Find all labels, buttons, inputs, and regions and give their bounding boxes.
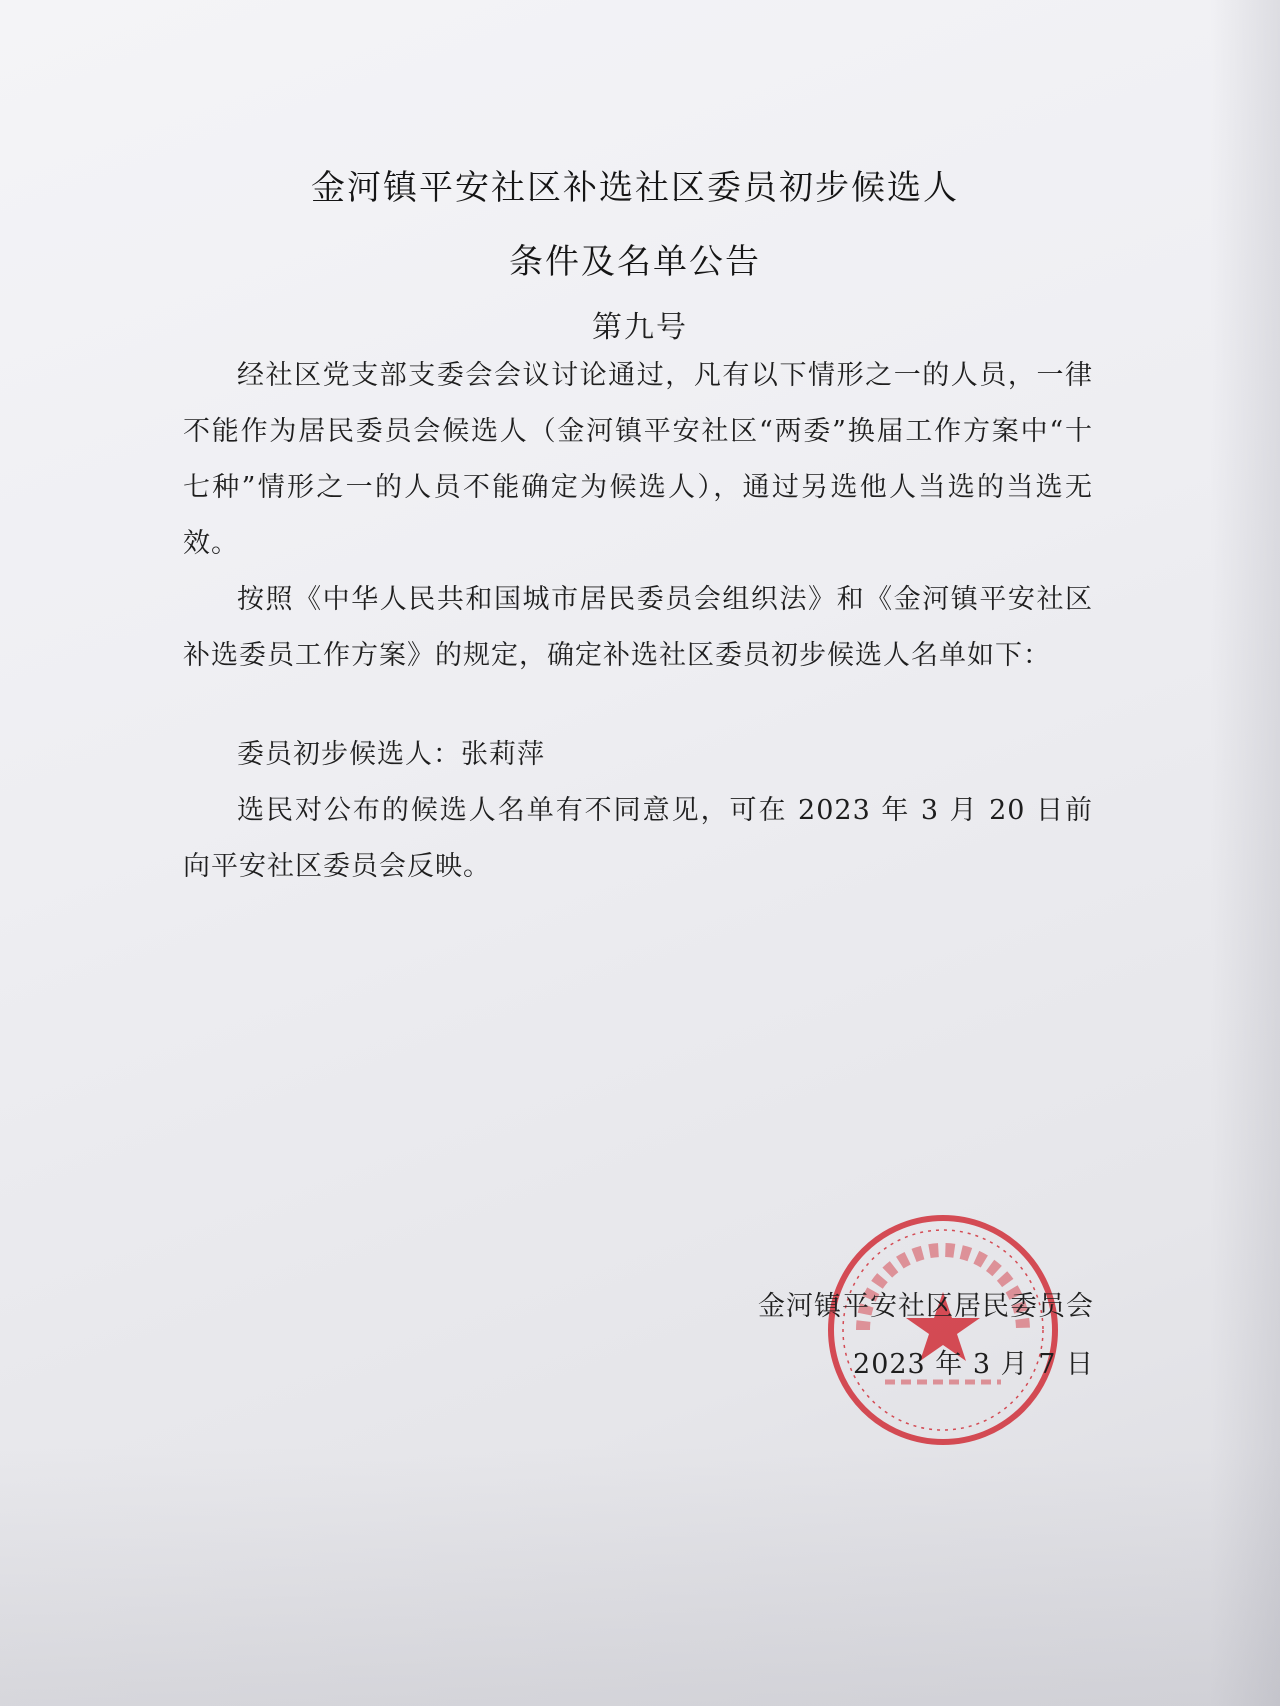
- issuer-name: 金河镇平安社区居民委员会: [758, 1291, 1094, 1322]
- paragraph-objection-text: 选民对公布的候选人名单有不同意见，可在 2023 年 3 月 20 日前向平安社区委员会反映。: [183, 795, 1093, 882]
- paragraph-objection: [183, 783, 1093, 895]
- issue-date: 2023 年 3 月 7 日: [853, 1349, 1094, 1380]
- paragraph-legal-basis-text: 按照《中华人民共和国城市居民委员会组织法》和《金河镇平安社区补选委员工作方案》的规定，确定补选社区委员初步候选人名单如下：: [183, 584, 1093, 671]
- signature-block: [758, 1278, 1094, 1394]
- notice-title-line2: 条件及名单公告: [509, 242, 761, 282]
- candidate-list: [183, 727, 1093, 783]
- paragraph-eligibility-text: 经社区党支部支委会会议讨论通过，凡有以下情形之一的人员，一律不能作为居民委员会候选人（金河镇平安社区“两委”换届工作方案中“十七种”情形之一的人员不能确定为候选人），通过另选他人当选的当选无效。: [183, 360, 1093, 559]
- candidate-line: 委员初步候选人：张莉萍: [237, 739, 545, 770]
- notice-title-line1: 金河镇平安社区补选社区委员初步候选人: [311, 168, 959, 208]
- paper-shadow-bottom: [0, 1446, 1280, 1706]
- notice-number: 第九号: [592, 310, 688, 345]
- paragraph-legal-basis: [183, 572, 1093, 684]
- paragraph-eligibility: [183, 348, 1093, 572]
